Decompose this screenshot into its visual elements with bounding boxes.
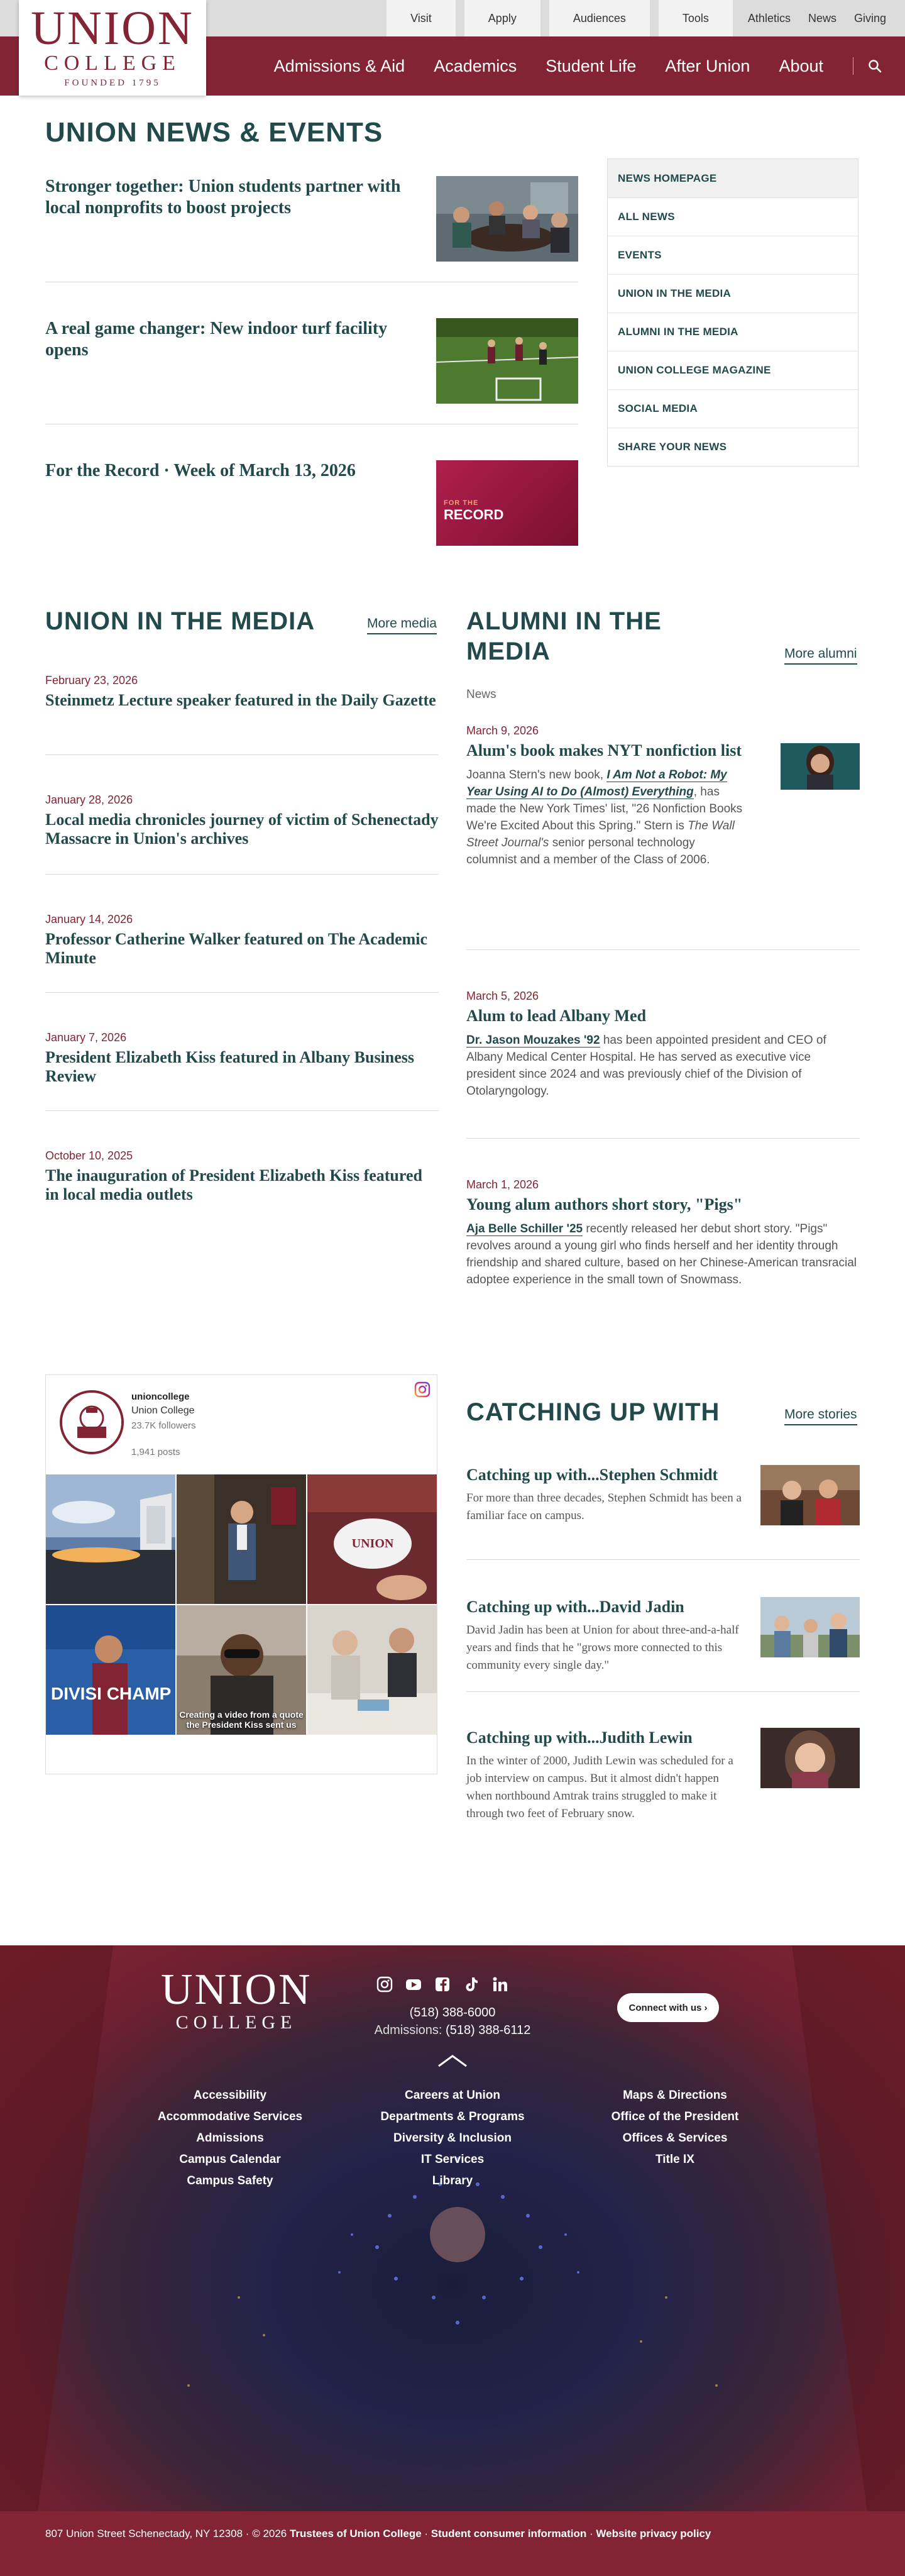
divider — [45, 874, 439, 875]
sidebar-item-social-media[interactable]: SOCIAL MEDIA — [608, 389, 858, 428]
catching-up-title: CATCHING UP WITH — [466, 1398, 720, 1426]
page-title: UNION NEWS & EVENTS — [45, 117, 383, 148]
news-link[interactable]: News — [808, 11, 836, 25]
footer-link[interactable]: Admissions — [196, 2131, 264, 2145]
admissions-label: Admissions: — [374, 2023, 442, 2037]
site-footer — [0, 1945, 905, 2511]
alum-name-link[interactable]: Dr. Jason Mouzakes '92 — [466, 1034, 600, 1047]
divider — [466, 1138, 860, 1139]
media-date: October 10, 2025 — [45, 1149, 133, 1162]
more-media-link[interactable]: More media — [367, 616, 437, 634]
alum-name-link[interactable]: Aja Belle Schiller '25 — [466, 1222, 583, 1235]
footer-link[interactable]: Office of the President — [611, 2110, 739, 2123]
body-text: recently released her debut short story. "Pigs" revolves around a young girl who finds herself and her identity through friendship and shared culture, based on her Chinese-American transracial adoptee experience in the small town of Snowmass. — [466, 1222, 857, 1286]
footer-links-col2 — [352, 2085, 553, 2192]
media-item[interactable] — [45, 674, 439, 710]
feature-story[interactable] — [45, 460, 578, 546]
bottom-bar — [0, 2511, 905, 2576]
logo-college: COLLEGE — [44, 52, 181, 75]
feature-image-record[interactable] — [436, 460, 578, 546]
feature-headline[interactable]: For the Record · Week of March 13, 2026 — [45, 461, 356, 480]
facebook-icon[interactable] — [434, 1976, 451, 1993]
footer-links-col1 — [129, 2085, 331, 2192]
address: 807 Union Street Schenectady, NY 12308 · © 2026 — [45, 2528, 290, 2540]
body-italic: The Wall Street Journal's — [466, 819, 735, 849]
privacy-policy-link[interactable]: Website privacy policy — [596, 2528, 711, 2540]
footer-link[interactable]: Accessibility — [193, 2089, 267, 2102]
nav-admissions[interactable]: Admissions & Aid — [273, 56, 405, 75]
sidebar-item-magazine[interactable]: UNION COLLEGE MAGAZINE — [608, 351, 858, 389]
nav-about[interactable]: About — [779, 56, 823, 75]
footer-links-col3 — [574, 2085, 776, 2170]
divider — [45, 1110, 439, 1111]
alumni-headline[interactable]: Young alum authors short story, "Pigs" — [466, 1195, 743, 1213]
sidebar-item-all-news[interactable]: ALL NEWS — [608, 197, 858, 236]
footer-link[interactable]: Departments & Programs — [380, 2110, 525, 2123]
alumni-body — [466, 1220, 860, 1288]
footer-link[interactable]: Accommodative Services — [157, 2110, 303, 2123]
story-image[interactable] — [760, 1465, 860, 1525]
news-sidebar — [607, 158, 858, 467]
media-date: January 14, 2026 — [45, 913, 133, 926]
feature-headline[interactable]: Stronger together: Union students partner with local nonprofits to boost projects — [45, 177, 401, 218]
story-item[interactable] — [466, 1465, 860, 1547]
separator: · — [586, 2528, 596, 2540]
instagram-grid — [46, 1474, 437, 1735]
feature-image-turf[interactable] — [436, 318, 578, 404]
footer-link[interactable]: Campus Safety — [187, 2174, 273, 2187]
footer-link[interactable]: Campus Calendar — [179, 2153, 281, 2166]
media-headline[interactable]: Professor Catherine Walker featured on The Academic Minute — [45, 930, 428, 967]
alumni-body — [466, 1032, 860, 1100]
instagram-icon[interactable] — [376, 1976, 393, 1993]
divider — [466, 1559, 860, 1560]
instagram-posts: 1,941 posts — [131, 1447, 180, 1457]
media-headline[interactable]: President Elizabeth Kiss featured in Albany Business Review — [45, 1048, 415, 1085]
alumni-date: March 9, 2026 — [466, 724, 539, 737]
footer-link[interactable]: IT Services — [420, 2153, 485, 2166]
alumni-item — [466, 724, 860, 868]
instagram-icon[interactable] — [414, 1381, 431, 1398]
instagram-post[interactable] — [46, 1474, 175, 1604]
media-date: January 28, 2026 — [45, 793, 133, 806]
instagram-post[interactable] — [177, 1474, 306, 1604]
record-label-top: FOR THE — [444, 499, 479, 507]
union-college-logo[interactable] — [19, 0, 206, 96]
feature-story[interactable] — [45, 176, 578, 262]
divider — [466, 949, 860, 950]
story-summary: For more than three decades, Stephen Schmidt has been a familiar face on campus. — [466, 1491, 742, 1522]
nav-student-life[interactable]: Student Life — [546, 56, 637, 75]
feature-image-students[interactable] — [436, 176, 578, 262]
alumni-body — [466, 766, 743, 868]
instagram-post[interactable] — [177, 1605, 306, 1735]
search-icon[interactable] — [867, 58, 882, 74]
tiktok-icon[interactable] — [463, 1976, 480, 1993]
feature-headline[interactable]: A real game changer: New indoor turf facility opens — [45, 319, 388, 360]
youtube-icon[interactable] — [405, 1976, 422, 1993]
instagram-feed — [45, 1374, 437, 1774]
nav-after-union[interactable]: After Union — [665, 56, 750, 75]
body-text: senior personal technology columnist and a member of the Class of 2006. — [466, 836, 710, 866]
logo-founded: FOUNDED 1795 — [64, 78, 161, 88]
alumni-section-title — [466, 606, 662, 666]
linkedin-icon[interactable] — [491, 1976, 509, 1993]
instagram-name: Union College — [131, 1405, 195, 1416]
utility-nav — [387, 0, 905, 36]
media-item[interactable] — [45, 1149, 439, 1204]
story-headline[interactable]: Catching up with...Stephen Schmidt — [466, 1466, 718, 1484]
sidebar-item-union-in-the-media[interactable]: UNION IN THE MEDIA — [608, 274, 858, 312]
story-image[interactable] — [760, 1728, 860, 1788]
trustees-link[interactable]: Trustees of Union College — [289, 2528, 422, 2540]
alumni-category: News — [466, 688, 496, 701]
story-summary: David Jadin has been at Union for about three-and-a-half years and finds that he "grows more connected to this community every single day." — [466, 1623, 739, 1672]
connect-button[interactable]: Connect with us › — [617, 1993, 719, 2022]
alumni-photo[interactable] — [781, 743, 860, 790]
athletics-link[interactable]: Athletics — [747, 11, 791, 25]
media-headline[interactable]: The inauguration of President Elizabeth Kiss featured in local media outlets — [45, 1166, 422, 1203]
giving-link[interactable]: Giving — [853, 11, 886, 25]
story-headline[interactable]: Catching up with...Judith Lewin — [466, 1728, 693, 1747]
admissions-phone-line — [352, 2023, 553, 2038]
social-links — [376, 1976, 509, 1993]
media-item[interactable] — [45, 1031, 439, 1086]
feature-story[interactable] — [45, 318, 578, 404]
divider — [466, 1691, 860, 1692]
banner-text: DIVISI CHAMP — [51, 1684, 172, 1703]
instagram-followers: 23.7K followers — [131, 1420, 196, 1431]
nav-academics[interactable]: Academics — [434, 56, 517, 75]
story-headline[interactable]: Catching up with...David Jadin — [466, 1598, 684, 1616]
instagram-post[interactable] — [46, 1605, 175, 1735]
footer-logo-college[interactable]: COLLEGE — [175, 2012, 297, 2033]
sidebar-item-news-homepage[interactable]: NEWS HOMEPAGE — [608, 159, 858, 197]
instagram-post[interactable] — [307, 1474, 437, 1604]
book-link[interactable]: I Am Not a Robot: My Year Using AI to Do (Almost) Everything — [466, 768, 727, 799]
separator: · — [421, 2528, 431, 2540]
tools-button[interactable]: Tools — [659, 0, 733, 36]
story-summary: In the winter of 2000, Judith Lewin was scheduled for a job interview on campus. But it almost didn't happen when northbound Amtrak trains struggled to make it through two feet of February snow. — [466, 1754, 733, 1820]
footer-link[interactable]: Maps & Directions — [623, 2089, 727, 2102]
media-headline[interactable]: Local media chronicles journey of victim of Schenectady Massacre in Union's archives — [45, 810, 439, 848]
record-label: RECORD — [444, 507, 504, 522]
footer-link[interactable]: Diversity & Inclusion — [393, 2131, 512, 2145]
alumni-item — [466, 1178, 860, 1288]
chevron-up-icon[interactable] — [436, 2052, 469, 2069]
alumni-item — [466, 990, 860, 1100]
story-item[interactable] — [466, 1597, 860, 1679]
alumni-headline[interactable]: Alum's book makes NYT nonfiction list — [466, 741, 742, 760]
alumni-headline[interactable]: Alum to lead Albany Med — [466, 1007, 647, 1025]
instagram-caption: Creating a video from a quote the President Kiss sent us — [179, 1710, 304, 1730]
footer-link[interactable]: Careers at Union — [404, 2089, 501, 2102]
logo-wordmark: UNION — [31, 2, 194, 55]
footer-link[interactable]: Title IX — [655, 2153, 694, 2166]
body-text: has been appointed president and CEO of Albany Medical Center Hospital. He has served as executive vice president since 2024 and was previously chief of the Division of Otolaryngology. — [466, 1034, 826, 1098]
more-stories-link[interactable]: More stories — [784, 1407, 857, 1425]
divider — [45, 992, 439, 993]
alumni-date: March 1, 2026 — [466, 1178, 539, 1191]
instagram-avatar[interactable] — [60, 1390, 124, 1454]
main-phone[interactable]: (518) 388-6000 — [409, 2006, 496, 2020]
instagram-handle[interactable]: unioncollege — [131, 1391, 190, 1402]
media-section-title: UNION IN THE MEDIA — [45, 607, 315, 635]
alumni-title-line1: ALUMNI IN THE — [466, 607, 662, 635]
cap-text: UNION — [351, 1537, 394, 1551]
story-item[interactable] — [466, 1728, 860, 1847]
media-item[interactable] — [45, 913, 439, 968]
sidebar-item-alumni-in-the-media[interactable]: ALUMNI IN THE MEDIA — [608, 312, 858, 351]
media-date: February 23, 2026 — [45, 674, 138, 687]
alumni-date: March 5, 2026 — [466, 990, 539, 1002]
visit-button[interactable]: Visit — [387, 0, 456, 36]
sidebar-item-events[interactable]: EVENTS — [608, 236, 858, 274]
more-alumni-link[interactable]: More alumni — [784, 646, 857, 665]
footer-link[interactable]: Offices & Services — [622, 2131, 728, 2145]
alumni-title-line2: MEDIA — [466, 638, 551, 665]
story-image[interactable] — [760, 1597, 860, 1657]
sidebar-item-share-your-news[interactable]: SHARE YOUR NEWS — [608, 428, 858, 466]
body-text: Joanna Stern's new book, — [466, 768, 607, 782]
main-nav — [260, 36, 905, 96]
instagram-post[interactable] — [307, 1605, 437, 1735]
media-headline[interactable]: Steinmetz Lecture speaker featured in the Daily Gazette — [45, 691, 436, 709]
apply-button[interactable]: Apply — [464, 0, 540, 36]
footer-link[interactable]: Library — [432, 2174, 473, 2187]
media-item[interactable] — [45, 793, 439, 848]
legal-line — [45, 2528, 711, 2540]
body-text: , has made the New York Times' list, "26 Nonfiction Books We're Excited About this Spring." Stern is — [466, 785, 743, 832]
admissions-phone[interactable]: (518) 388-6112 — [446, 2023, 531, 2037]
consumer-info-link[interactable]: Student consumer information — [431, 2528, 587, 2540]
media-date: January 7, 2026 — [45, 1031, 127, 1044]
audiences-button[interactable]: Audiences — [549, 0, 650, 36]
footer-logo[interactable]: UNION — [161, 1965, 312, 2014]
